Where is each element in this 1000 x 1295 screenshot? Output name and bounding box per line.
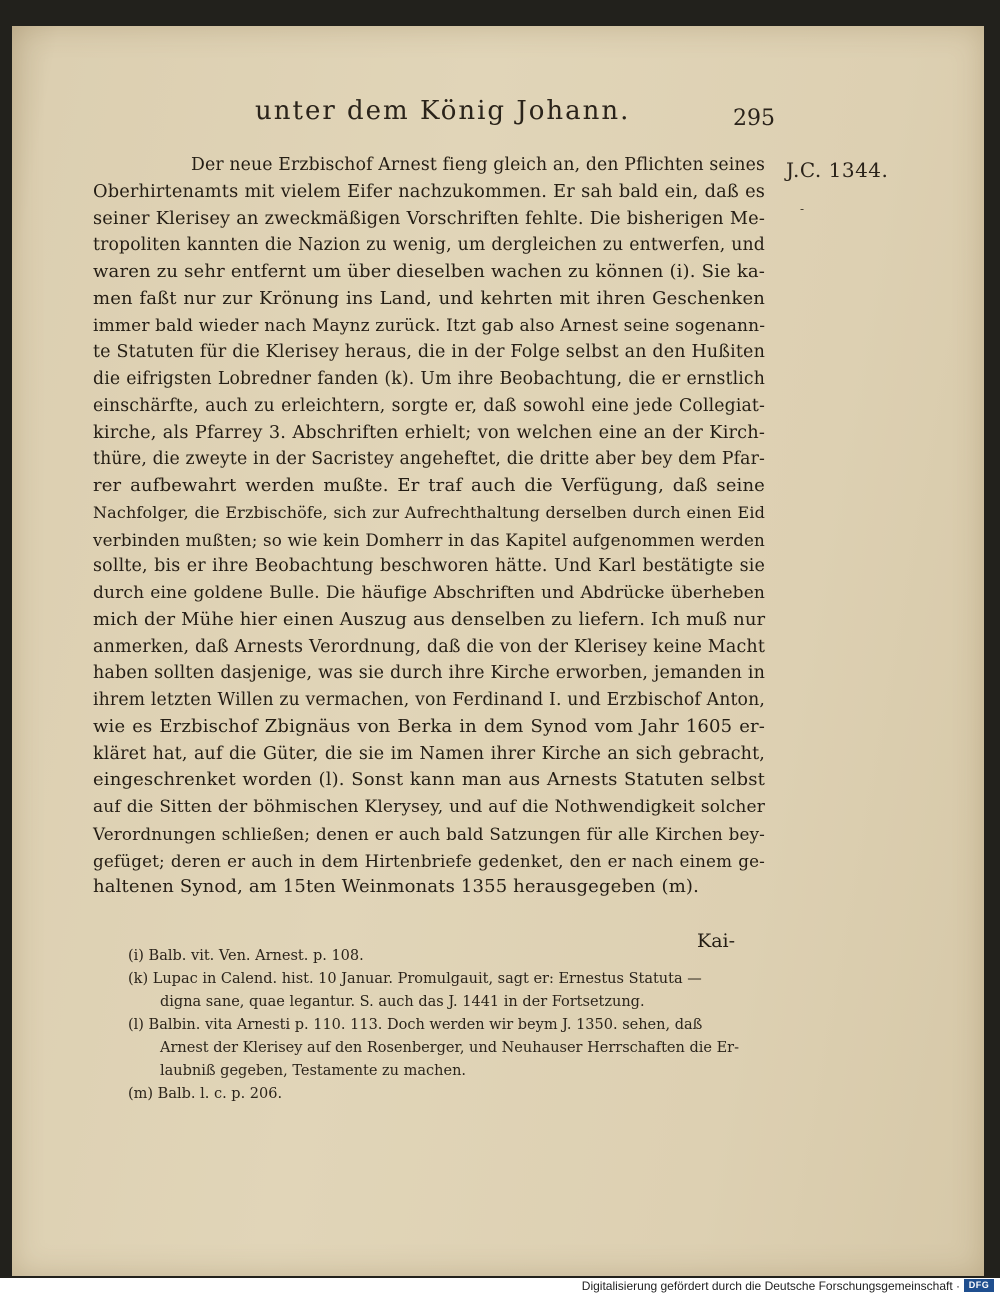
text-line: gefüget; deren er auch in dem Hirtenbriefe gedenket, den er nach einem ge- [93, 850, 765, 871]
text-line: einschärfte, auch zu erleichtern, sorgte er, daß sowohl eine jede Collegiat- [93, 395, 765, 416]
margin-mark: - [800, 202, 805, 216]
text-line: Nachfolger, die Erzbischöfe, sich zur Aufrechthaltung derselben durch einen Eid [93, 502, 765, 522]
text-line: anmerken, daß Arnests Verordnung, daß die von der Klerisey keine Macht [93, 636, 765, 657]
margin-note-year: J.C. 1344. [786, 158, 889, 182]
text-line: kläret hat, auf die Güter, die sie im Namen ihrer Kirche an sich gebracht, [93, 743, 765, 764]
footnote-l-continued: laubniß gegeben, Testamente zu machen. [160, 1063, 467, 1079]
text-line: rer aufbewahrt werden mußte. Er traf auch die Verfügung, daß seine [93, 475, 765, 496]
text-line: ihrem letzten Willen zu vermachen, von Ferdinand I. und Erzbischof Anton, [93, 690, 765, 710]
dfg-logo: DFG [964, 1279, 994, 1292]
footnote-l-continued: Arnest der Klerisey auf den Rosenberger, und Neuhauser Herrschaften die Er- [160, 1040, 739, 1056]
footnotes [128, 945, 760, 1106]
text-line: sollte, bis er ihre Beobachtung beschworen hätte. Und Karl bestätigte sie [93, 556, 765, 577]
catchword: Kai- [697, 930, 736, 952]
footnote-k-continued: digna sane, quae legantur. S. auch das J. 1441 in der Fortsetzung. [160, 994, 645, 1010]
page-header [255, 96, 775, 136]
text-line: Oberhirtenamts mit vielem Eifer nachzukommen. Er sah bald ein, daß es [93, 181, 765, 202]
text-line: haben sollten dasjenige, was sie durch ihre Kirche erworben, jemanden in [93, 663, 765, 684]
footnote-k: (k) Lupac in Calend. hist. 10 Januar. Promulgauit, sagt er: Ernestus Statuta — [128, 971, 702, 987]
text-line: thüre, die zweyte in der Sacristey angeheftet, die dritte aber bey dem Pfar- [93, 449, 765, 470]
text-line: auf die Sitten der böhmischen Klerysey, und auf die Nothwendigkeit solcher [93, 797, 765, 817]
text-line: Der neue Erzbischof Arnest fieng gleich an, den Pflichten seines [191, 155, 765, 175]
footnote-l: (l) Balbin. vita Arnesti p. 110. 113. Doch werden wir beym J. 1350. sehen, daß [128, 1017, 703, 1033]
text-line: waren zu sehr entfernt um über dieselben wachen zu können (i). Sie ka- [93, 261, 765, 282]
text-line: verbinden mußten; so wie kein Domherr in das Kapitel aufgenommen werden [93, 529, 765, 550]
page-number: 295 [733, 106, 775, 131]
text-line: mich der Mühe hier einen Auszug aus denselben zu liefern. Ich muß nur [93, 608, 766, 630]
body-text [93, 152, 765, 901]
text-line: te Statuten für die Klerisey heraus, die in der Folge selbst an den Hußiten [93, 342, 765, 363]
text-line: eingeschrenket worden (l). Sonst kann man aus Arnests Statuten selbst [93, 769, 765, 791]
footnote-i: (i) Balb. vit. Ven. Arnest. p. 108. [128, 948, 364, 964]
text-line: wie es Erzbischof Zbignäus von Berka in dem Synod vom Jahr 1605 er- [93, 715, 765, 737]
text-line: durch eine goldene Bulle. Die häufige Abschriften und Abdrücke überheben [93, 583, 765, 603]
text-line: seiner Klerisey an zweckmäßigen Vorschriften fehlte. Die bisherigen Me- [93, 208, 765, 229]
text-line: men faßt nur zur Krönung ins Land, und kehrten mit ihren Geschenken [93, 287, 765, 309]
footer-bar [0, 1278, 1000, 1295]
text-line: die eifrigsten Lobredner fanden (k). Um ihre Beobachtung, die er ernstlich [93, 369, 765, 389]
text-line: tropoliten kannten die Nazion zu wenig, um dergleichen zu entwerfen, und [93, 235, 765, 256]
footnote-m: (m) Balb. l. c. p. 206. [128, 1086, 283, 1102]
text-line: haltenen Synod, am 15ten Weinmonats 1355 herausgegeben (m). [93, 876, 699, 898]
funding-notice: Digitalisierung gefördert durch die Deutsche Forschungsgemeinschaft · [581, 1279, 960, 1293]
text-line: kirche, als Pfarrey 3. Abschriften erhielt; von welchen eine an der Kirch- [93, 422, 765, 443]
running-title: unter dem König Johann. [255, 96, 631, 126]
text-line: Verordnungen schließen; denen er auch bald Satzungen für alle Kirchen bey- [93, 823, 765, 844]
text-line: immer bald wieder nach Maynz zurück. Itzt gab also Arnest seine sogenann- [93, 315, 766, 336]
